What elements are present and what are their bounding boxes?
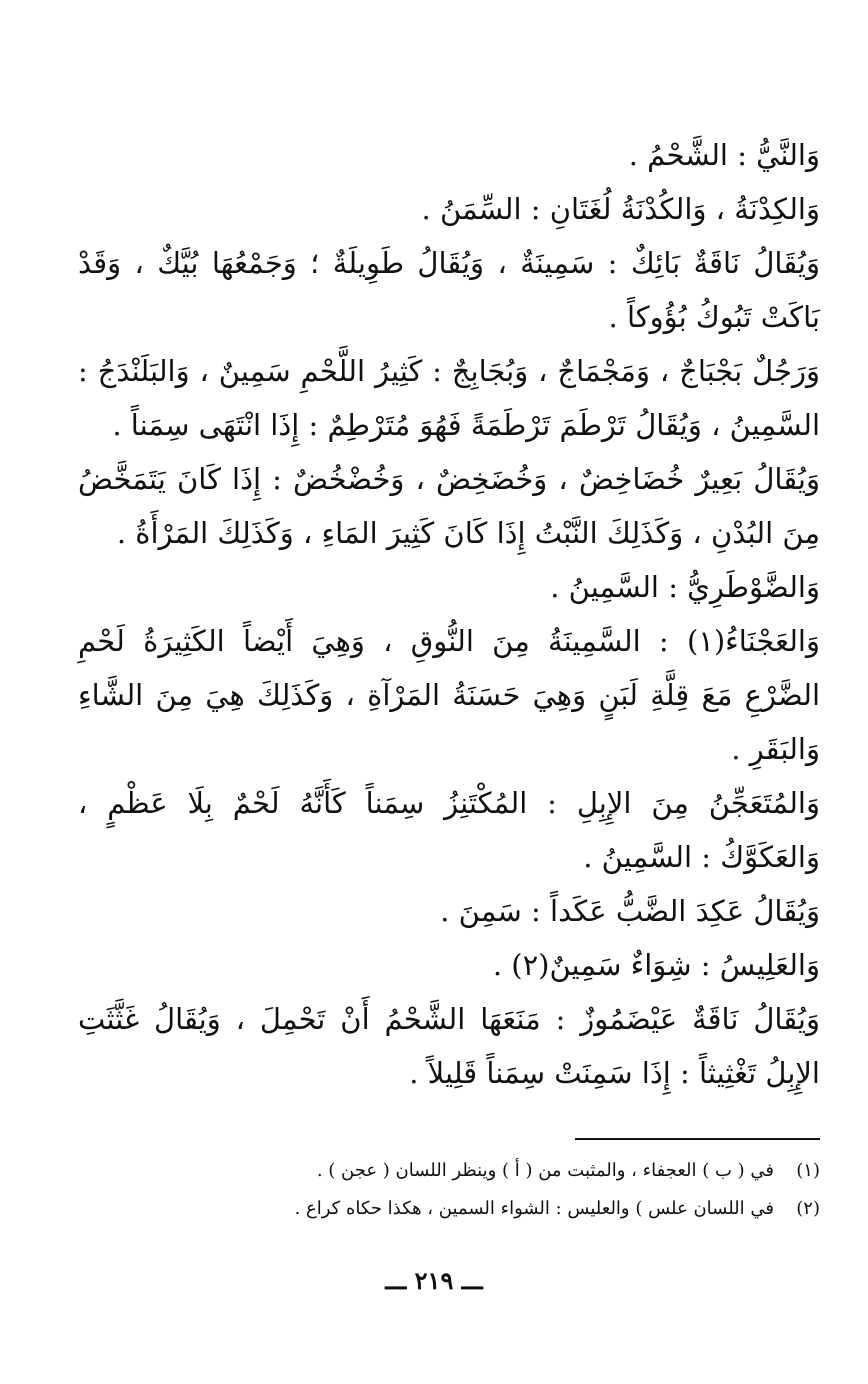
paragraph-10: وَالعَلِيسُ : شِوَاءٌ سَمِينٌ(٢) . [492, 948, 820, 982]
paragraph-6: وَالضَّوْطَرِيُّ : السَّمِينُ . [550, 570, 820, 604]
footnote-2 [150, 1190, 820, 1228]
footnote-text: في اللسان علس ) والعليس : الشواء السمين ، هكذا حكاه كراع . [294, 1198, 774, 1219]
footnote-number: (٢) [796, 1198, 820, 1219]
paragraph-5: وَيُقَالُ بَعِيرٌ خُضَاخِضٌ ، وَخُضَخِضٌ ، وَخُضْخُضٌ : إِذَا كَانَ يَتَمَخَّضُ مِنَ البُدْنِ ، وَكَذَلِكَ النَّبْتُ إِذَا كَانَ كَثِيرَ المَاءِ ، وَكَذَلِكَ المَرْأَةُ . [78, 462, 820, 550]
paragraph-4: وَرَجُلٌ بَجْبَاجٌ ، وَمَجْمَاجٌ ، وَبُجَابِجٌ : كَثِيرُ اللَّحْمِ سَمِينٌ ، وَالبَلَنْدَجُ : السَّمِينُ ، وَيُقَالُ تَرْطَمَ تَرْطَمَةً فَهُوَ مُتَرْطِمٌ : إِذَا انْتَهَى سِمَناً . [78, 354, 820, 442]
paragraph-11: وَيُقَالُ نَاقَةٌ عَيْضَمُوزٌ : مَنَعَهَا الشَّحْمُ أَنْ تَحْمِلَ ، وَيُقَالُ غَثَّثَتِ الإِبِلُ تَغْثِيثاً : إِذَا سَمِنَتْ سِمَناً قَلِيلاً . [78, 1002, 820, 1090]
footnote-number: (١) [796, 1160, 820, 1181]
paragraph-3: وَيُقَالُ نَاقَةٌ بَائِكٌ : سَمِينَةٌ ، وَيُقَالُ طَوِيلَةٌ ؛ وَجَمْعُهَا بُيَّكٌ ، وَقَدْ بَاكَتْ تَبُوكُ بُؤُوكاً . [78, 246, 820, 334]
paragraph-7: وَالعَجْنَاءُ(١) : السَّمِينَةُ مِنَ النُّوقِ ، وَهِيَ أَيْضاً الكَثِيرَةُ لَحْمِ الضَّرْعِ مَعَ قِلَّةِ لَبَنٍ وَهِيَ حَسَنَةُ المَرْآةِ ، وَكَذَلِكَ هِيَ مِنَ الشَّاءِ وَالبَقَرِ . [78, 624, 820, 766]
footnotes [150, 1152, 820, 1228]
page-number: ـــ ٢١٩ ـــ [385, 1266, 483, 1295]
paragraph-8: وَالمُتَعَجِّنُ مِنَ الإِبِلِ : المُكْتَنِزُ سِمَناً كَأَنَّهُ لَحْمٌ بِلَا عَظْمٍ ، وَالعَكَوَّكُ : السَّمِينُ . [78, 786, 820, 874]
paragraph-9: وَيُقَالُ عَكِدَ الضَّبُّ عَكَداً : سَمِنَ . [440, 894, 820, 928]
paragraph-1: وَالنَّيُّ : الشَّحْمُ . [628, 138, 820, 172]
footnote-1 [150, 1152, 820, 1190]
main-text [78, 128, 820, 1100]
footnote-text: في ( ب ) العجفاء ، والمثبت من ( أ ) وينظر اللسان ( عجن ) . [316, 1160, 774, 1181]
paragraph-2: وَالكِدْنَةُ ، وَالكُدْنَةُ لُغَتَانِ : السِّمَنُ . [421, 192, 820, 226]
footnote-divider [575, 1138, 820, 1140]
